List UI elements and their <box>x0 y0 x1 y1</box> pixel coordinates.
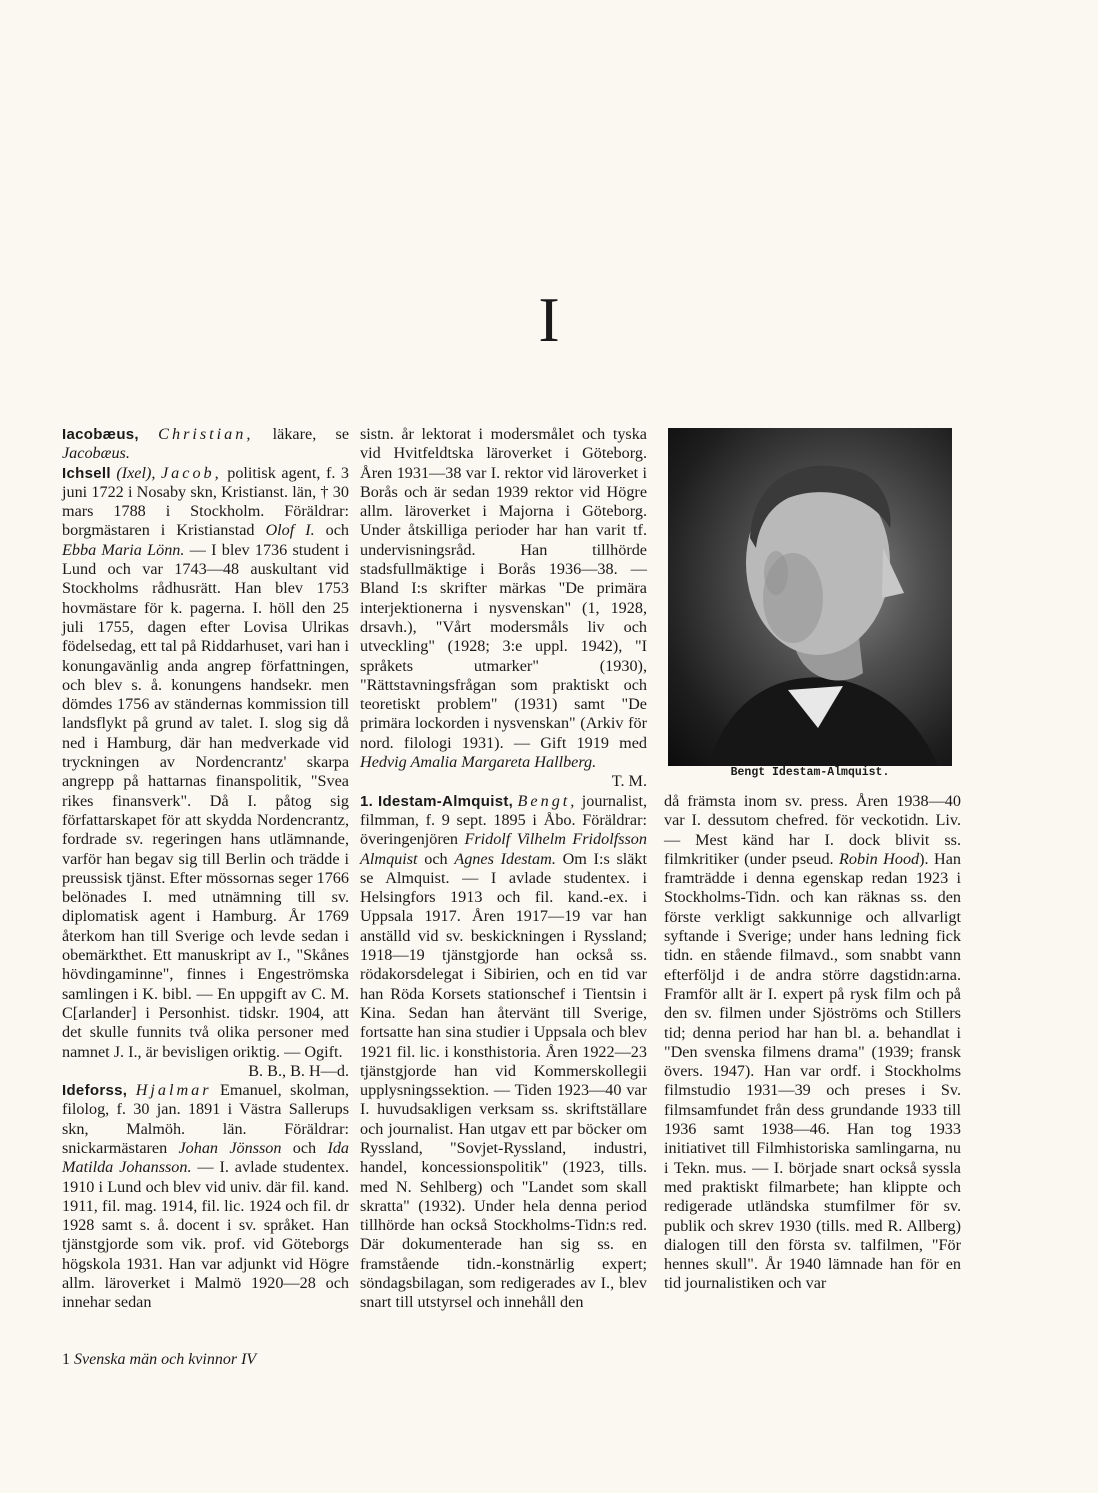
entry-idestam-almquist <box>360 792 647 1313</box>
parent-name: Ida Matilda Johansson. <box>62 1138 350 1177</box>
entry-text: då främsta inom sv. press. Åren 1938—40 var I. dessutom chefred. för veckotidn. Liv. — Mest känd har I. dock blivit ss. filmkritiker (under pseud. <box>664 792 961 868</box>
cross-reference: Jacobæus. <box>62 444 130 463</box>
entry-text: — I. avlade studentex. 1910 i Lund och blev vid univ. där fil. kand. 1911, fil. mag. 1914, fil. lic. 1924 och fil. dr 1928 samt s. å. docent i sv. språket. Han tjänstgjorde som vik. prof. vid Göteborgs högskola 1931. Han var adjunkt vid Högre allm. läroverket i Malmö 1920—28 och innehar sedan <box>62 1158 349 1312</box>
entry-ideforss <box>62 1081 349 1313</box>
footer-number: 1 <box>62 1351 70 1368</box>
column-right <box>664 792 961 1294</box>
spouse-name: Hedvig Amalia Margareta Hallberg. <box>360 753 597 772</box>
entry-iacobaeus <box>62 425 349 464</box>
footer-title: Svenska män och kvinnor IV <box>74 1351 257 1368</box>
entry-text: Om I:s släkt se Almquist. — I avlade studentex. i Helsingfors 1913 och fil. kand.-ex. i Uppsala 1917. Åren 1917—19 var han anställd vid sv. beskickningen i Ryssland; 1918—19 tjänstgjorde han också ss. rödakorsdelegat i Sibirien, och en tid var han Röda Korsets stationschef i Tientsin i Kina. Sedan han återvänt till Sverige, fortsatte han sina studier i Uppsala och blev 1921 fil. lic. i konsthistoria. Åren 1922—23 tjänstgjorde han vid Kommerskollegii upplysningssektion. — Tiden 1923—40 var I. huvudsakligen verksam ss. skriftställare och journalist. Han utgav ett par böcker om Ryssland, "Sovjet-Ryssland, industri, handel, koncessionspolitik" (1923, tills. med N. Sehlberg) och "Landet som skall skratta" (1932). Under hela denna period tillhörde han också Stockholms-Tidn:s red. Där dokumenterade han sig ss. en framstående tidn.-konstnärlig expert; söndagsbilagan, som redigerades av I., blev snart till utstyrsel och innehåll den <box>360 849 648 1312</box>
parent-name: Johan Jönsson <box>178 1138 282 1157</box>
entry-given-name: Christian, <box>158 425 254 443</box>
parent-name: Ebba Maria Lönn. <box>62 540 185 559</box>
entry-text: journalist, filmman, f. 9 sept. 1895 i Åbo. Föräldrar: överingenjören <box>360 791 647 849</box>
entry-ideforss-continued <box>360 425 647 792</box>
portrait-photo <box>668 428 952 766</box>
entry-headword: Ichsell <box>62 464 111 482</box>
photo-caption: Bengt Idestam-Almquist. <box>730 766 890 779</box>
section-letter: I <box>538 284 560 355</box>
entry-text: sistn. år lektorat i modersmålet och tyska vid Hvitfeldtska läroverket i Göteborg. Åren 1931—38 var I. rektor vid läroverket i Borås och är sedan 1939 rektor vid Högre allm. läroverket i Majorna i Göteborg. Under åtskilliga perioder har han varit tf. undervisningsråd. Han tillhörde stadsfullmäktige i Borås 1936—38. — Bland I:s skrifter märkas "De primära interjektionerna i nysvenskan" (1, 1928, drsavh.), "Vårt modersmåls liv och utveckling" (1928; 3:e uppl. 1942), "I språkets utmarker" (1930), "Rättstavningsfrågan som praktiskt och teoretiskt problem" (1931) samt "De primära lockorden i nysvenskan" (Arkiv för nord. filologi 1931). — Gift 1919 med <box>360 425 647 752</box>
entry-text: läkare, se <box>253 425 349 443</box>
conjunction: och <box>417 849 455 868</box>
pseudonym: Robin Hood <box>839 849 920 868</box>
entry-given-name: Hjalmar <box>135 1081 212 1100</box>
entry-headword: Ideforss, <box>62 1082 128 1100</box>
parent-name: Fridolf Vilhelm Fridolfsson Almquist <box>360 830 647 868</box>
parent-name: Olof I. <box>265 521 315 540</box>
page-footer <box>62 1351 256 1369</box>
entry-given-name: Bengt, <box>517 791 578 810</box>
entry-idestam-almquist-continued <box>664 792 961 1294</box>
entry-text: skolman, filolog, f. 30 jan. 1891 i Västra Sallerups skn, Malmöh. län. Föräldrar: snickarmästaren <box>62 1081 349 1157</box>
entry-text: politisk agent, f. 3 juni 1722 i Nosaby skn, Kristianst. län, † 30 mars 1788 i Stockholm. Föräldrar: borgmästaren i Kristianstad <box>62 463 350 540</box>
conjunction: och <box>314 521 350 540</box>
portrait-photo-icon <box>668 428 952 766</box>
entry-ichsell <box>62 464 349 1082</box>
entry-middle-name: Emanuel, <box>211 1081 282 1100</box>
author-signature: T. M. <box>611 772 647 791</box>
parent-name: Agnes Idestam. <box>454 849 556 868</box>
entry-alt-name: (Ixel), <box>116 463 156 482</box>
entry-text: — I blev 1736 student i Lund och var 1743—48 auskultant vid Stockholms rådhusrätt. Han blev 1753 hovmästare för k. pagerna. I. höll den 25 juli 1755, dagen efter Lovisa Ulrikas födelsedag, ett tal på Riddarhuset, vari han i konungavänlig anda angrep författningen, och blev s. å. konungens handsekr. men dömdes 1756 av ständernas kommission till landsflykt på grund av talet. I. slog sig då ned i Hamburg, där han medverkade vid tryckningen av Nordencrantz' skarpa angrepp på hattarnas finanspolitik, "Svea rikes finansverk". Då I. påtog sig författarskapet för att skydda Nordencrantz, fordrade sv. regeringen hans utlämnande, varför han begav sig till Berlin och trädde i preussisk tjänst. Efter mössornas seger 1766 belönades I. med utnämning till sv. diplomatisk agent i Hamburg. År 1769 återkom han till Sverige och levde sedan i obemärkthet. Ett manuskript av I., "Skånes hövdingaminne", finnes i Engeströmska samlingen i K. bibl. — En uppgift av C. M. C[arlander] i Personhist. tidskr. 1904, att det skulle funnits två olika personer med namnet J. I., är bevisligen oriktig. — Ogift. <box>62 540 349 1061</box>
author-signature: B. B., B. H—d. <box>248 1061 349 1080</box>
entry-headword: Iacobæus, <box>62 426 139 443</box>
column-left <box>62 425 349 1313</box>
column-middle <box>360 425 647 1313</box>
entry-headword: 1. Idestam-Almquist, <box>360 792 514 810</box>
entry-given-name: Jacob, <box>160 463 222 482</box>
entry-text: ). Han framträdde i denna egenskap redan 1923 i Stockholms-Tidn. och kan räknas ss. den förste verkligt sakkunnige och allvarligt syftande i Sverige; under hans ledning fick tidn. en stående filmavd., som snabbt vann efterföljd i de andra större dagstidn:arna. Framför allt är I. expert på rysk film och på den sv. filmen under Sjöströms och Stillers tid; denna period har han bl. a. behandlat i "Den svenska filmens drama" (1939; fransk övers. 1947). Han var ordf. i Stockholms filmstudio 1931—39 och preses i Sv. filmsamfundet från dess grundande 1933 till 1936 samt 1938—46. Han tog 1933 initiativet till Filmhistoriska samlingarna, nu i Tekn. mus. — I. började snart också syssla med praktiskt filmarbete; han klippte och redigerade utländska stumfilmer för sv. publik och skrev 1930 (tills. med R. Allberg) dialogen till den första sv. talfilmen, "För hennes skull". År 1940 lämnade han för en tid journalistiken och var <box>664 849 961 1293</box>
conjunction: och <box>281 1138 328 1157</box>
